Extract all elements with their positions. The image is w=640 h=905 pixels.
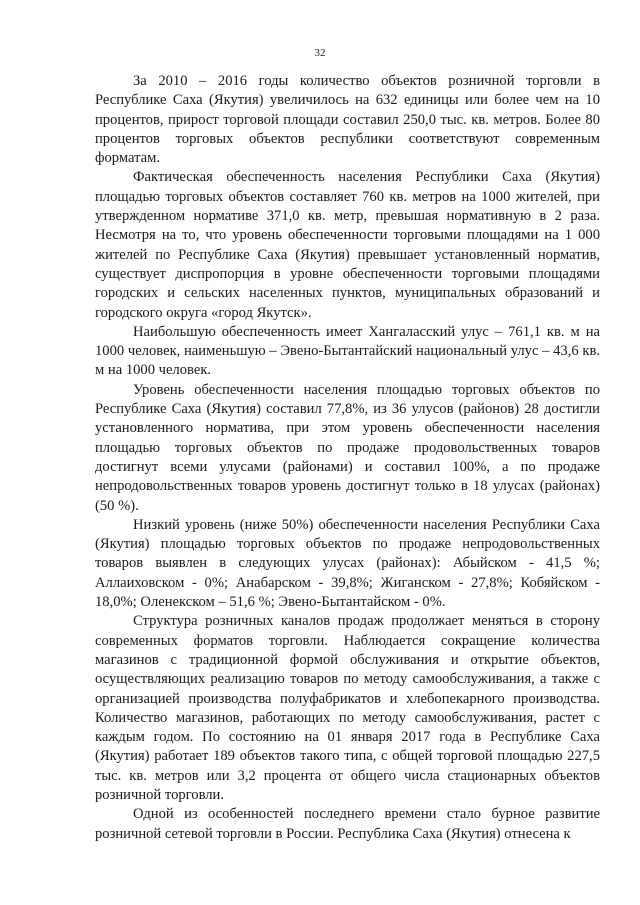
page-number: 32 [314,47,326,59]
paragraph-sales-channel-structure: Структура розничных каналов продаж продолжает меняться в сторону современных форматов торговли. Наблюдается сокращение количества магазинов с традиционной формой обслуживания и открытие объектов, осуществляющих реализацию товаров по методу самообслуживания, а также с организацией производства полуфабрикатов и хлебопекарного производства. Количество магазинов, работающих по методу самообслуживания, растет с каждым годом. По состоянию на 01 января 2017 года в Республике Саха (Якутия) работает 189 объектов такого типа, с общей торговой площадью 227,5 тыс. кв. метров или 3,2 процента от общего числа стационарных объектов розничной торговли. [95,613,600,803]
paragraph-chain-retail: Одной из особенностей последнего времени стало бурное развитие розничной сетевой торговли в России. Республика Саха (Якутия) отнесена к [95,806,600,842]
document-body [95,72,600,844]
paragraph-retail-growth: За 2010 – 2016 годы количество объектов розничной торговли в Республике Саха (Якутия) увеличилось на 632 единицы или более чем на 10 процентов, прирост торговой площади составил 250,0 тыс. кв. метров. Более 80 процентов торговых объектов республики соответствуют современным форматам. [95,73,600,167]
paragraph-floor-space-provision: Фактическая обеспеченность населения Республики Саха (Якутия) площадью торговых объектов составляет 760 кв. метров на 1000 жителей, при утвержденном нормативе 371,0 кв. метр, превышая нормативную в 2 раза. Несмотря на то, что уровень обеспеченности торговыми площадями на 1 000 жителей по Республике Саха (Якутия) превышает установленный норматив, существует диспропорция в уровне обеспеченности торговыми площадями городских и сельских населенных пунктов, муниципальных образований и городского округа «город Якутск». [95,169,600,321]
paragraph-highest-lowest-provision: Наибольшую обеспеченность имеет Хангаласский улус – 761,1 кв. м на 1000 человек, наименьшую – Эвено-Бытантайский национальный улус – 43,6 кв. м на 1000 человек. [95,323,600,379]
paragraph-provision-level: Уровень обеспеченности населения площадью торговых объектов по Республике Саха (Якутия) составил 77,8%, из 36 улусов (районов) 28 достигли установленного норматива, при этом уровень обеспеченности населения площадью торговых объектов по продаже продовольственных товаров достигнут всеми улусами (районами) и составил 100%, а по продаже непродовольственных товаров уровень достигнут только в 18 улусах (районах) (50 %). [95,381,600,514]
paragraph-low-provision-districts: Низкий уровень (ниже 50%) обеспеченности населения Республики Саха (Якутия) площадью торговых объектов по продаже непродовольственных товаров выявлен в следующих улусах (районах): Абыйском - 41,5 %; Аллаиховском - 0%; Анабарском - 39,8%; Жиганском - 27,8%; Кобяйском - 18,0%; Оленекском – 51,6 %; Эвено-Бытантайском - 0%. [95,516,600,611]
